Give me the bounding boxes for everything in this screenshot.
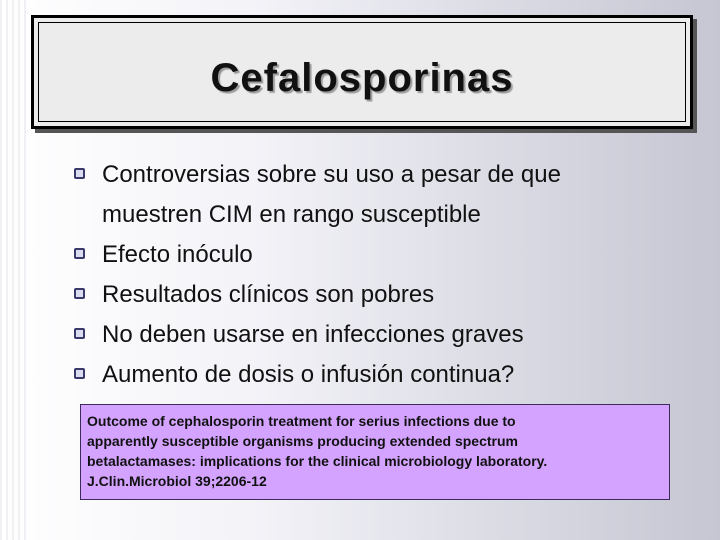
title-frame [31, 15, 693, 129]
bullet-item [74, 235, 694, 275]
bullet-item [74, 355, 694, 395]
bullet-text: muestren CIM en rango susceptible [102, 201, 481, 228]
square-bullet-icon [74, 168, 85, 179]
square-bullet-icon [74, 288, 85, 299]
bullet-item [74, 275, 694, 315]
background-stripes [0, 0, 30, 540]
reference-line: betalactamases: implications for the clinical microbiology laboratory. [87, 453, 548, 469]
reference-box [80, 404, 670, 500]
bullet-text: Resultados clínicos son pobres [102, 281, 435, 308]
bullet-text: No deben usarse en infecciones graves [102, 321, 524, 348]
slide-title: Cefalosporinas [210, 56, 514, 100]
square-bullet-icon [74, 368, 85, 379]
bullet-text: Efecto inóculo [102, 241, 253, 268]
bullet-list [74, 155, 694, 395]
reference-line: Outcome of cephalosporin treatment for serius infections due to [87, 413, 516, 429]
square-bullet-icon [74, 248, 85, 259]
bullet-item [74, 315, 694, 355]
reference-line: apparently susceptible organisms producing extended spectrum [87, 433, 518, 449]
reference-line: J.Clin.Microbiol 39;2206-12 [87, 473, 267, 489]
square-bullet-icon [74, 328, 85, 339]
bullet-text: Controversias sobre su uso a pesar de que [102, 161, 561, 188]
bullet-item [74, 155, 694, 235]
bullet-text: Aumento de dosis o infusión continua? [102, 361, 515, 388]
